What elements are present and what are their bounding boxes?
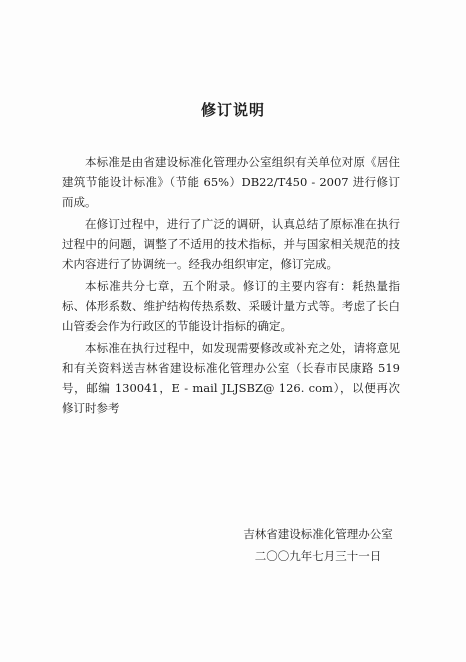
paragraph-contents: 本标准共分七章，五个附录。修订的主要内容有：耗热量指标、体形系数、维护结构传热系数、采暖计量方式等。考虑了长白山管委会作为行政区的节能设计指标的确定。 bbox=[62, 279, 400, 333]
paragraph-intro: 本标准是由省建设标准化管理办公室组织有关单位对原《居住建筑节能设计标准》（节能 65%）DB22/T450 - 2007 进行修订而成。 bbox=[62, 155, 400, 209]
paragraph-feedback: 本标准在执行过程中，如发现需要修改或补充之处，请将意见和有关资料送吉林省建设标准化管理办公室（长春市民康路 519 号，邮编 130041，E - mail JLJSBZ@ 126. com），以便再次修订时参考 bbox=[62, 341, 400, 415]
document-body bbox=[62, 152, 400, 420]
page-title: 修订说明 bbox=[200, 101, 265, 119]
paragraph-revision-process: 在修订过程中，进行了广泛的调研，认真总结了原标准在执行过程中的问题，调整了不适用的技术指标，并与国家相关规范的技术内容进行了协调统一。经我办组织审定，修订完成。 bbox=[62, 217, 400, 271]
signature-organization: 吉林省建设标准化管理办公室 bbox=[243, 527, 393, 541]
signature-date: 二〇〇九年七月三十一日 bbox=[254, 549, 382, 563]
signature-block bbox=[228, 523, 408, 567]
